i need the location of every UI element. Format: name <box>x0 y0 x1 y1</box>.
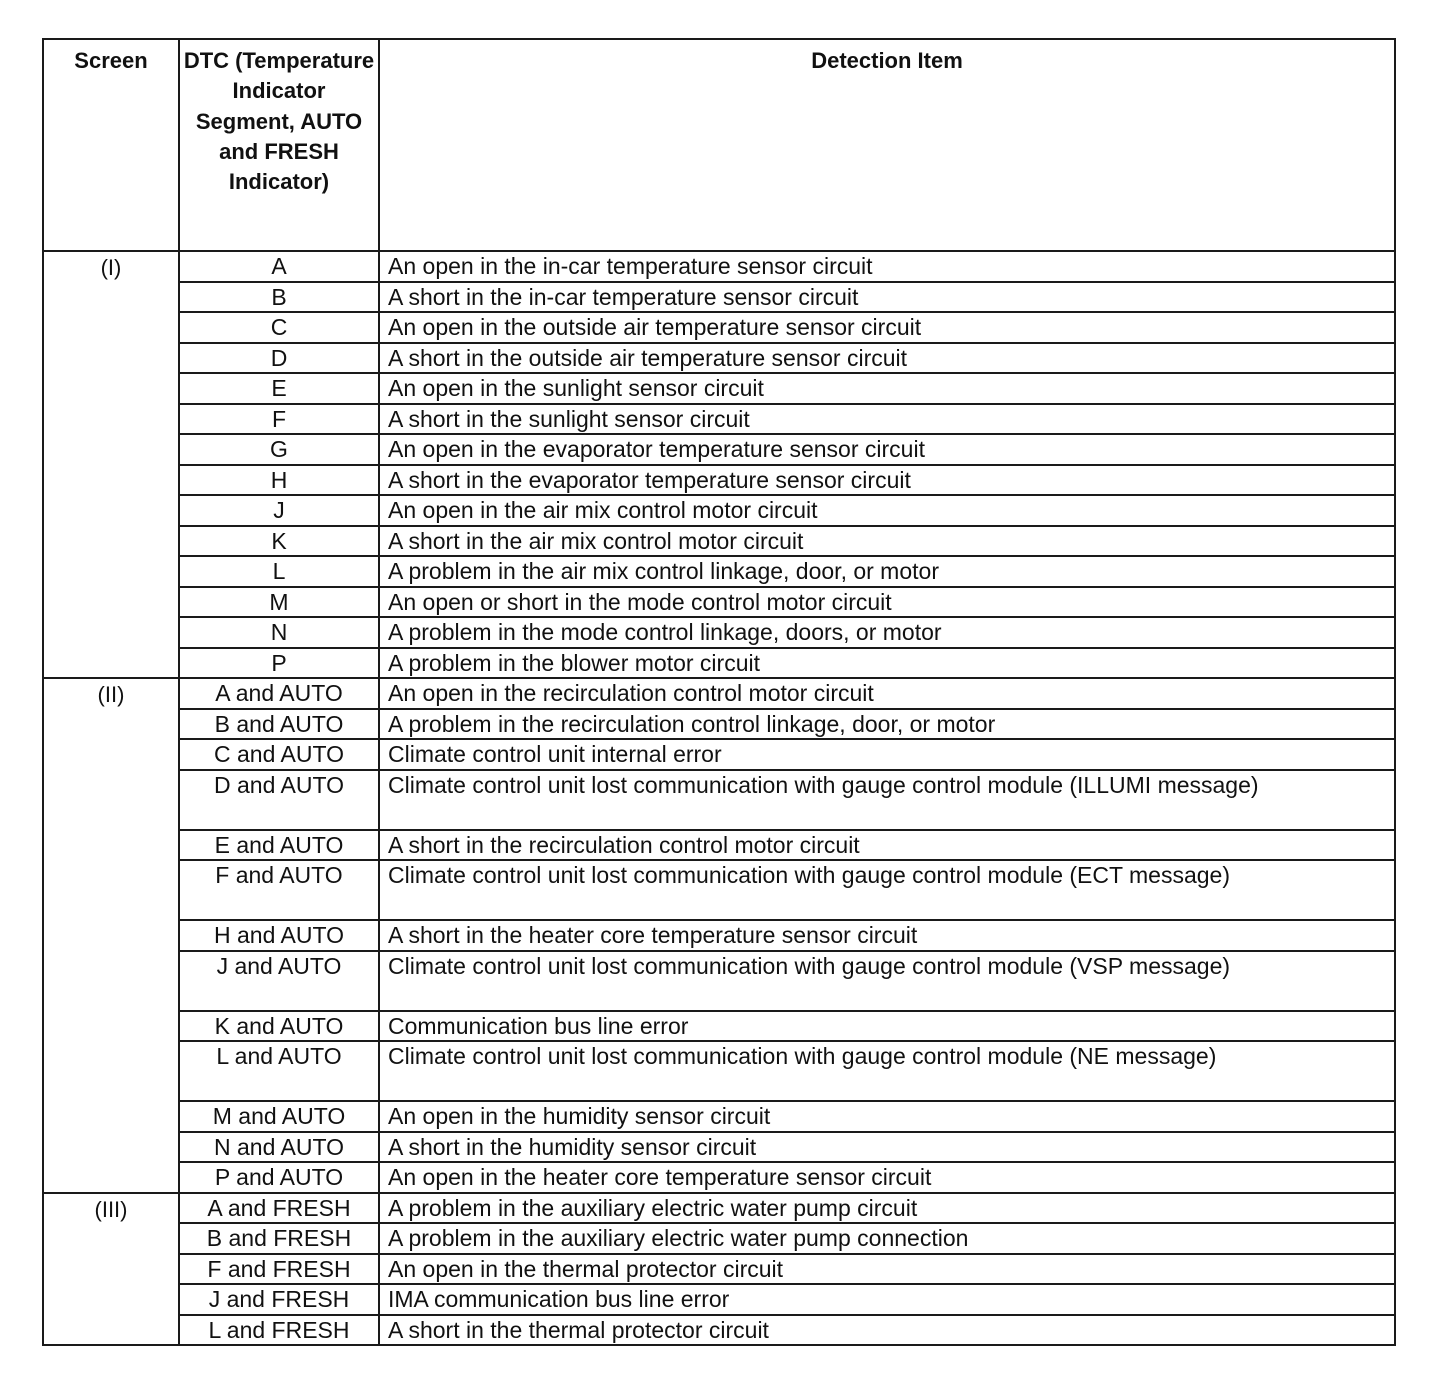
dtc-table <box>42 38 1396 1346</box>
detection-item: A problem in the blower motor circuit <box>379 648 1395 679</box>
detection-item: A short in the thermal protector circuit <box>379 1315 1395 1346</box>
detection-item: An open in the thermal protector circuit <box>379 1254 1395 1285</box>
table-row <box>43 434 1395 465</box>
table-row <box>43 465 1395 496</box>
table-row <box>43 1223 1395 1254</box>
detection-item: A problem in the air mix control linkage, door, or motor <box>379 556 1395 587</box>
dtc-code: D and AUTO <box>179 770 379 830</box>
detection-item: A problem in the recirculation control linkage, door, or motor <box>379 709 1395 740</box>
table-row <box>43 1254 1395 1285</box>
table-row <box>43 739 1395 770</box>
table-row <box>43 709 1395 740</box>
table-row <box>43 556 1395 587</box>
dtc-code: E <box>179 373 379 404</box>
dtc-code: B <box>179 282 379 313</box>
detection-item: An open or short in the mode control motor circuit <box>379 587 1395 618</box>
detection-item: Climate control unit internal error <box>379 739 1395 770</box>
detection-item: Climate control unit lost communication with gauge control module (VSP message) <box>379 951 1395 1011</box>
dtc-code: A and AUTO <box>179 678 379 709</box>
table-row <box>43 617 1395 648</box>
detection-item: IMA communication bus line error <box>379 1284 1395 1315</box>
table-row <box>43 830 1395 861</box>
detection-item: A problem in the mode control linkage, doors, or motor <box>379 617 1395 648</box>
table-row <box>43 251 1395 282</box>
table-row <box>43 648 1395 679</box>
table-row <box>43 860 1395 920</box>
detection-item: Climate control unit lost communication with gauge control module (ILLUMI message) <box>379 770 1395 830</box>
detection-item: An open in the outside air temperature sensor circuit <box>379 312 1395 343</box>
table-row <box>43 1162 1395 1193</box>
dtc-code: K <box>179 526 379 557</box>
dtc-code: M and AUTO <box>179 1101 379 1132</box>
table-row <box>43 495 1395 526</box>
dtc-code: D <box>179 343 379 374</box>
header-dtc: DTC (Temperature Indicator Segment, AUTO and FRESH Indicator) <box>179 39 379 251</box>
detection-item: A problem in the auxiliary electric water pump connection <box>379 1223 1395 1254</box>
detection-item: An open in the evaporator temperature sensor circuit <box>379 434 1395 465</box>
dtc-code: L and FRESH <box>179 1315 379 1346</box>
dtc-code: P <box>179 648 379 679</box>
detection-item: A problem in the auxiliary electric water pump circuit <box>379 1193 1395 1224</box>
table-row <box>43 373 1395 404</box>
detection-item: An open in the recirculation control motor circuit <box>379 678 1395 709</box>
table-row <box>43 526 1395 557</box>
dtc-code: J and AUTO <box>179 951 379 1011</box>
dtc-code: A and FRESH <box>179 1193 379 1224</box>
detection-item: An open in the heater core temperature sensor circuit <box>379 1162 1395 1193</box>
dtc-code: B and FRESH <box>179 1223 379 1254</box>
table-row <box>43 404 1395 435</box>
table-row <box>43 1132 1395 1163</box>
dtc-code: E and AUTO <box>179 830 379 861</box>
dtc-code: K and AUTO <box>179 1011 379 1042</box>
detection-item: A short in the outside air temperature sensor circuit <box>379 343 1395 374</box>
table-row <box>43 1041 1395 1101</box>
dtc-code: F and AUTO <box>179 860 379 920</box>
screen-label: (II) <box>43 678 179 1193</box>
dtc-code: M <box>179 587 379 618</box>
detection-item: A short in the sunlight sensor circuit <box>379 404 1395 435</box>
dtc-code: F <box>179 404 379 435</box>
dtc-code: A <box>179 251 379 282</box>
table-row <box>43 770 1395 830</box>
table-row <box>43 920 1395 951</box>
table-row <box>43 1193 1395 1224</box>
detection-item: Climate control unit lost communication with gauge control module (ECT message) <box>379 860 1395 920</box>
dtc-code: F and FRESH <box>179 1254 379 1285</box>
dtc-code: J and FRESH <box>179 1284 379 1315</box>
table-row <box>43 678 1395 709</box>
dtc-code: N <box>179 617 379 648</box>
table-row <box>43 1315 1395 1346</box>
detection-item: Climate control unit lost communication with gauge control module (NE message) <box>379 1041 1395 1101</box>
dtc-code: C <box>179 312 379 343</box>
detection-item: An open in the in-car temperature sensor circuit <box>379 251 1395 282</box>
table-row <box>43 282 1395 313</box>
dtc-code: J <box>179 495 379 526</box>
screen-label: (I) <box>43 251 179 678</box>
header-detection-item: Detection Item <box>379 39 1395 251</box>
detection-item: An open in the air mix control motor circuit <box>379 495 1395 526</box>
table-row <box>43 312 1395 343</box>
detection-item: Communication bus line error <box>379 1011 1395 1042</box>
table-row <box>43 1101 1395 1132</box>
detection-item: An open in the sunlight sensor circuit <box>379 373 1395 404</box>
dtc-code: L and AUTO <box>179 1041 379 1101</box>
dtc-code: N and AUTO <box>179 1132 379 1163</box>
detection-item: A short in the humidity sensor circuit <box>379 1132 1395 1163</box>
table-row <box>43 343 1395 374</box>
table-row <box>43 587 1395 618</box>
detection-item: An open in the humidity sensor circuit <box>379 1101 1395 1132</box>
dtc-code: P and AUTO <box>179 1162 379 1193</box>
detection-item: A short in the heater core temperature sensor circuit <box>379 920 1395 951</box>
dtc-code: H <box>179 465 379 496</box>
table-row <box>43 1011 1395 1042</box>
table-header-row <box>43 39 1395 251</box>
table-row <box>43 1284 1395 1315</box>
table-body <box>43 251 1395 1345</box>
detection-item: A short in the air mix control motor circuit <box>379 526 1395 557</box>
dtc-code: C and AUTO <box>179 739 379 770</box>
dtc-code: L <box>179 556 379 587</box>
table-row <box>43 951 1395 1011</box>
detection-item: A short in the recirculation control motor circuit <box>379 830 1395 861</box>
dtc-code: B and AUTO <box>179 709 379 740</box>
screen-label: (III) <box>43 1193 179 1346</box>
detection-item: A short in the in-car temperature sensor circuit <box>379 282 1395 313</box>
dtc-code: H and AUTO <box>179 920 379 951</box>
detection-item: A short in the evaporator temperature sensor circuit <box>379 465 1395 496</box>
dtc-code: G <box>179 434 379 465</box>
header-screen: Screen <box>43 39 179 251</box>
